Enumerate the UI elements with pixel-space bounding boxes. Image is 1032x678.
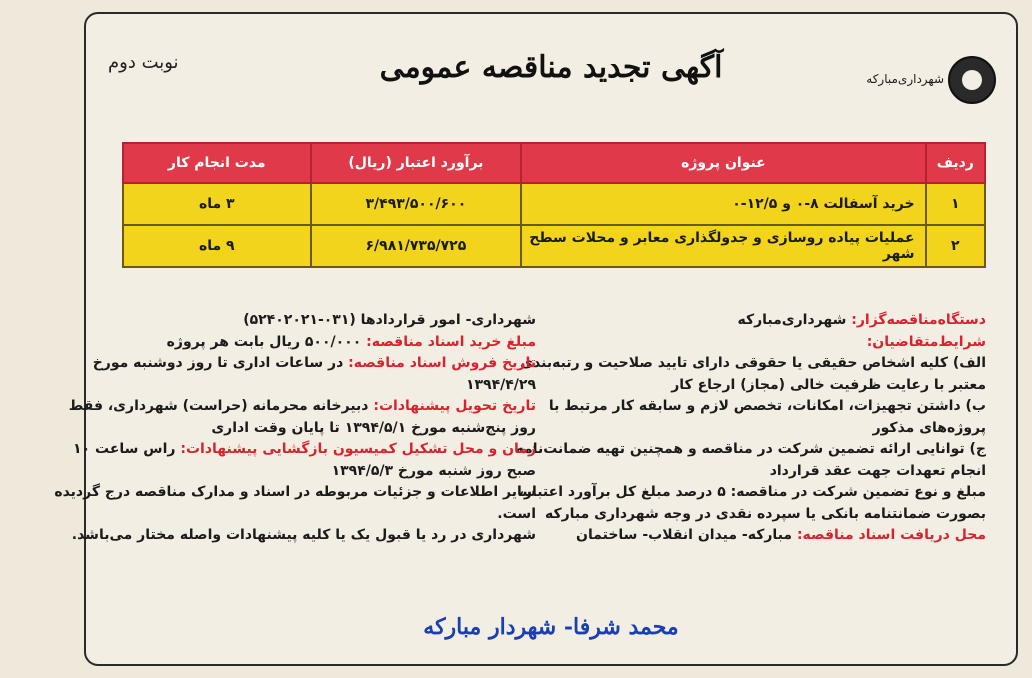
conditions-label: شرایط‌متقاضیان: [866, 333, 986, 350]
opening-date: صبح روز شنبه مورخ ۱۳۹۴/۵/۳ [331, 462, 536, 479]
row-number: ۲ [926, 225, 985, 267]
delivery-date: روز پنج‌شنبه مورخ ۱۳۹۴/۵/۱ تا پایان وقت اداری [211, 419, 536, 436]
opening-time: راس ساعت ۱۰ [73, 441, 176, 457]
sale-line [92, 353, 536, 375]
contract-office: شهرداری- امور قراردادها (۰۳۱-۵۲۴۰۲۰۲۱) [243, 312, 536, 328]
notice-frame [54, 12, 1018, 666]
delivery-label: تاریخ تحویل پیشنهادات: [373, 398, 536, 414]
condition-c-line-2: انجام تعهدات جهت عقد قرارداد [769, 462, 986, 479]
header-row-number: ردیف [926, 143, 985, 183]
other-info-line-2: است. [497, 505, 536, 522]
agency-label: دستگاه‌مناقصه‌گزار: [851, 312, 986, 328]
project-title: خرید آسفالت ۸-۰ و ۱۲/۵-۰ [521, 183, 925, 225]
header-project-title: عنوان پروژه [521, 143, 925, 183]
sale-value: در ساعات اداری تا روز دوشنبه مورخ [92, 355, 344, 371]
docs-label: محل دریافت اسناد مناقصه: [796, 527, 986, 543]
docs-value: مبارکه- میدان انقلاب- ساختمان [576, 527, 793, 543]
project-duration: ۳ ماه [123, 183, 311, 225]
projects-table [122, 142, 986, 268]
condition-b-line-1: ب) داشتن تجهیزات، امکانات، تخصص لازم و سابقه کار مرتبط با [548, 398, 986, 414]
project-estimate: ۳/۴۹۳/۵۰۰/۶۰۰ [311, 183, 522, 225]
left-column [54, 310, 536, 547]
condition-c-line-1: ج) توانایی ارائه تضمین شرکت در مناقصه و همچنین تهیه ضمانت‌نامه [515, 441, 986, 457]
price-label: مبلغ خرید اسناد مناقصه: [366, 333, 536, 350]
price-line [116, 332, 536, 354]
condition-a-line-2: معتبر با رعایت ظرفیت خالی (مجاز) ارجاع کار [671, 376, 986, 393]
guarantee-line-1: مبلغ و نوع تضمین شرکت در مناقصه: ۵ درصد مبلغ کل برآورد اعتبار، [518, 484, 986, 500]
sale-date: ۱۳۹۴/۴/۲۹ [465, 376, 536, 393]
guarantee-line-2: بصورت ضمانتنامه بانکی یا سپرده نقدی در وجه شهرداری مبارکه [544, 505, 986, 522]
agency-line [496, 310, 986, 332]
right-column [496, 310, 986, 547]
delivery-line [68, 396, 536, 418]
other-info-line-1: سایر اطلاعات و جزئیات مربوطه در اسناد و مدارک مناقصه درج گردیده [54, 484, 536, 500]
signature: محمد شرفا- شهردار مبارکه [423, 614, 679, 640]
project-title: عملیات پیاده روسازی و جدولگذاری معابر و محلات سطح شهر [521, 225, 925, 267]
project-duration: ۹ ماه [123, 225, 311, 267]
sale-label: تاریخ فروش اسناد مناقصه: [348, 355, 536, 371]
organization-name: شهرداری‌مبارکه [866, 72, 944, 86]
table-header-row [123, 143, 985, 183]
table-row [123, 183, 985, 225]
opening-label: زمان و محل تشکیل کمیسیون بازگشایی پیشنهادات: [180, 441, 536, 457]
agency-value: شهرداری‌مبارکه [737, 312, 847, 328]
notice-title: آگهی تجدید مناقصه عمومی [379, 50, 723, 85]
rights-statement: شهرداری در رد یا قبول یک یا کلیه پیشنهادات واصله مختار می‌باشد. [71, 527, 536, 543]
project-estimate: ۶/۹۸۱/۷۳۵/۷۲۵ [311, 225, 522, 267]
header-duration: مدت انجام کار [123, 143, 311, 183]
table-row [123, 225, 985, 267]
docs-line [496, 525, 986, 547]
opening-line [73, 439, 536, 461]
row-number: ۱ [926, 183, 985, 225]
price-value: ۵۰۰/۰۰۰ ریال بابت هر پروژه [166, 333, 362, 350]
condition-b-line-2: پروژه‌های مذکور [872, 419, 986, 436]
round-label: نوبت دوم [108, 52, 179, 73]
delivery-value: دبیرخانه محرمانه (حراست) شهرداری، فقط [68, 398, 369, 414]
condition-a-line-1: الف) کلیه اشخاص حقیقی یا حقوقی دارای تایید صلاحیت و رتبه‌بندی [520, 355, 986, 371]
header-estimate: برآورد اعتبار (ریال) [311, 143, 522, 183]
